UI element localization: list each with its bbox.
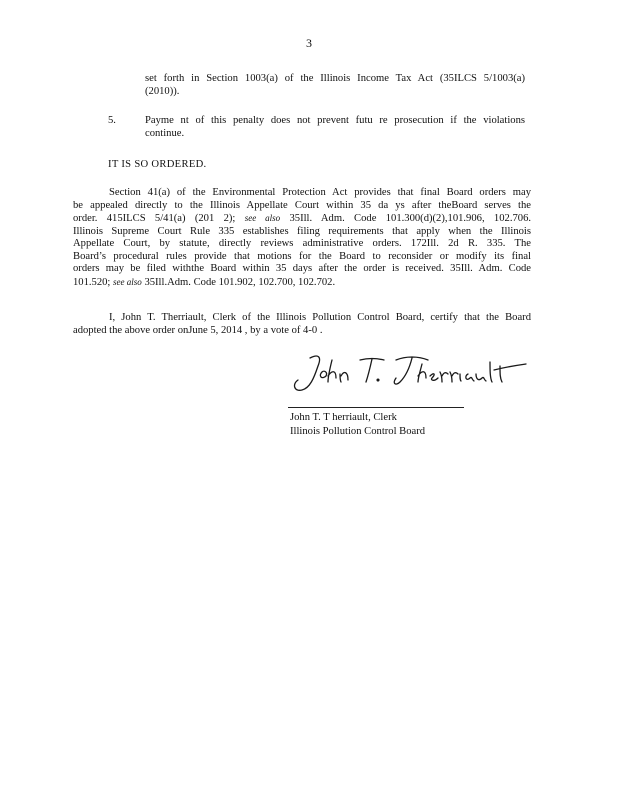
- appeal-line-6: Board’s procedural rules provide that motions for the Board to reconsider or modify its final: [73, 250, 531, 262]
- page-number: 3: [306, 36, 312, 50]
- item-5-line-1: Payme nt of this penalty does not prevent futu re prosecution if the violations: [145, 115, 525, 126]
- handwritten-signature: [288, 348, 533, 400]
- appeal-line-3: order. 415ILCS 5/41(a) (201 2); see also 35Ill. Adm. Code 101.300(d)(2),101.906, 102.706.: [73, 213, 532, 224]
- appeal-line-2: be appealed directly to the Illinois Appellate Court within 35 da ys after theBoard serves the: [73, 199, 531, 211]
- clerk-name-title: John T. T herriault, Clerk: [290, 412, 397, 423]
- see-also-italic: see also: [113, 276, 142, 287]
- see-also-italic: see also: [244, 213, 281, 223]
- appeal-rights-paragraph: [73, 187, 531, 289]
- so-ordered-statement: IT IS SO ORDERED.: [108, 159, 207, 170]
- clerk-board-name: Illinois Pollution Control Board: [290, 426, 426, 437]
- appeal-line-7: orders may be filed withthe Board within 35 days after the order is received. 35Ill. Adm. Code: [73, 263, 531, 274]
- certification-line-1: I, John T. Therriault, Clerk of the Illinois Pollution Control Board, certify that the Board: [109, 312, 531, 323]
- signature-line: [288, 407, 464, 408]
- item-5-paragraph: [145, 115, 525, 140]
- appeal-line-4: Illinois Supreme Court Rule 335 establishes filing requirements that apply when the Illinois: [73, 225, 531, 237]
- appeal-line-1: Section 41(a) of the Environmental Protection Act provides that final Board orders may: [109, 187, 531, 198]
- appeal-line-8: 101.520; see also 35Ill.Adm. Code 101.902, 102.700, 102.702.: [73, 276, 336, 288]
- certification-paragraph: [73, 312, 531, 337]
- certification-line-2: adopted the above order onJune 5, 2014 , by a vote of 4-0 .: [73, 324, 323, 336]
- item-5-number: 5.: [108, 115, 116, 126]
- item-4-line-1: set forth in Section 1003(a) of the Illinois Income Tax Act (35ILCS 5/1003(a): [145, 73, 525, 84]
- item-4-line-2: (2010)).: [145, 85, 180, 97]
- item-4-continuation: [145, 73, 525, 98]
- appeal-line-5: Appellate Court, by statute, directly reviews administrative orders. 172Ill. 2d R. 335. The: [73, 238, 531, 249]
- item-5-line-2: continue.: [145, 127, 185, 139]
